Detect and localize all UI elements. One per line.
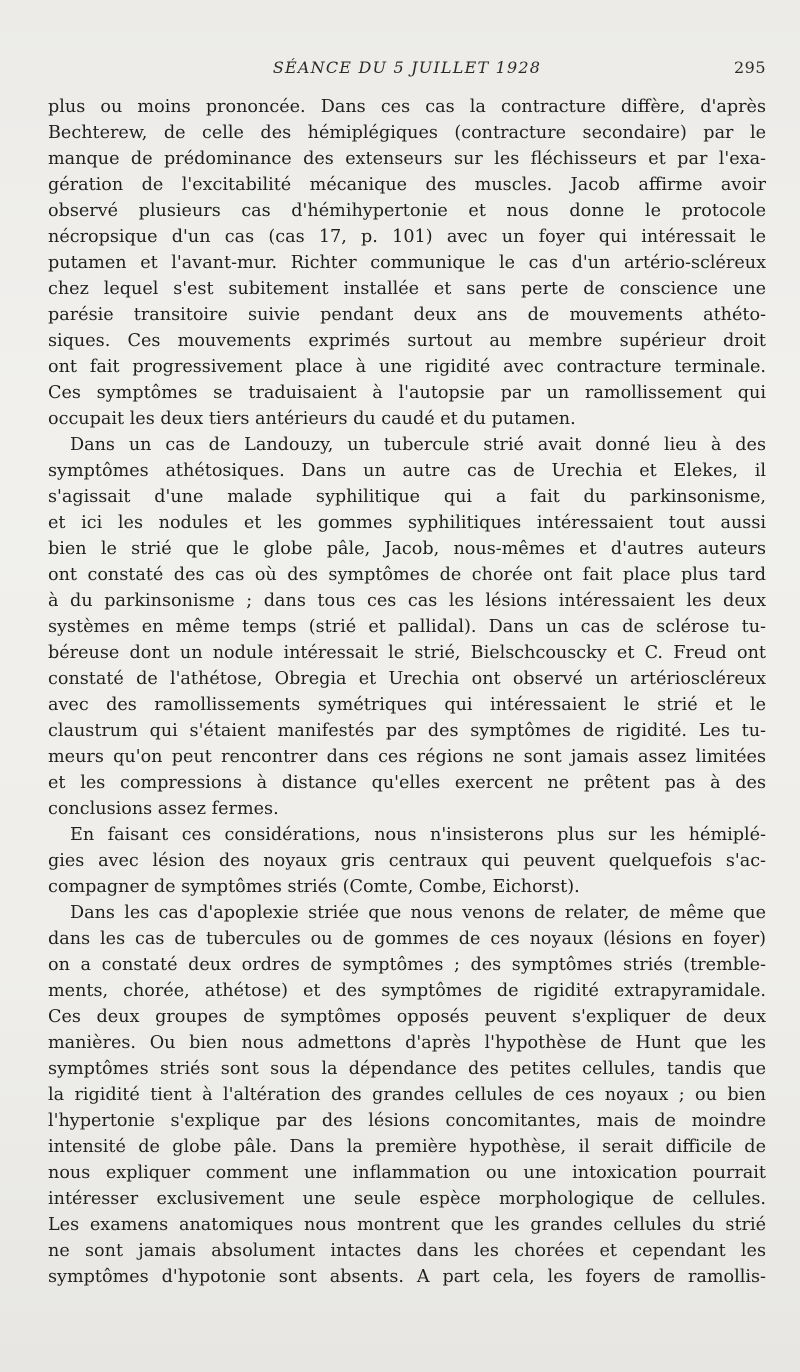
text-line: chez lequel s'est subitement installée et sans perte de conscience une: [48, 279, 766, 299]
text-line: gération de l'excitabilité mécanique des muscles. Jacob affirme avoir: [48, 175, 766, 195]
text-line: et ici les nodules et les gommes syphilitiques intéressaient tout aussi: [48, 513, 766, 533]
text-line: observé plusieurs cas d'hémihypertonie et nous donne le protocole: [48, 201, 766, 221]
body-text: [48, 94, 766, 1290]
page-number: 295: [733, 58, 766, 77]
text-line: symptômes d'hypotonie sont absents. A part cela, les foyers de ramollis-: [48, 1267, 766, 1287]
text-line: claustrum qui s'étaient manifestés par des symptômes de rigidité. Les tu-: [48, 721, 766, 741]
text-line: meurs qu'on peut rencontrer dans ces régions ne sont jamais assez limitées: [48, 747, 766, 767]
text-line: siques. Ces mouvements exprimés surtout au membre supérieur droit: [48, 331, 766, 351]
text-line: bien le strié que le globe pâle, Jacob, nous-mêmes et d'autres auteurs: [48, 539, 766, 559]
text-line: parésie transitoire suivie pendant deux ans de mouvements athéto-: [48, 305, 766, 325]
text-line: dans les cas de tubercules ou de gommes de ces noyaux (lésions en foyer): [48, 929, 766, 949]
text-line: systèmes en même temps (strié et pallidal). Dans un cas de sclérose tu-: [48, 617, 766, 637]
text-line: symptômes athétosiques. Dans un autre cas de Urechia et Elekes, il: [48, 461, 766, 481]
text-line: manque de prédominance des extenseurs sur les fléchisseurs et par l'exa-: [48, 149, 766, 169]
text-line: ont fait progressivement place à une rigidité avec contracture terminale.: [48, 357, 766, 377]
text-line: Dans les cas d'apoplexie striée que nous venons de relater, de même que: [70, 903, 766, 923]
running-header: [48, 58, 766, 86]
text-line: à du parkinsonisme ; dans tous ces cas les lésions intéressaient les deux: [48, 591, 766, 611]
text-line: putamen et l'avant-mur. Richter communique le cas d'un artério-scléreux: [48, 253, 766, 273]
text-line: l'hypertonie s'explique par des lésions concomitantes, mais de moindre: [48, 1111, 766, 1131]
text-line: Ces symptômes se traduisaient à l'autopsie par un ramollissement qui: [48, 383, 766, 403]
text-line: symptômes striés sont sous la dépendance des petites cellules, tandis que: [48, 1059, 766, 1079]
text-line: Les examens anatomiques nous montrent que les grandes cellules du strié: [48, 1215, 766, 1235]
text-line: s'agissait d'une malade syphilitique qui a fait du parkinsonisme,: [48, 487, 766, 507]
text-line: compagner de symptômes striés (Comte, Combe, Eichorst).: [48, 877, 580, 897]
text-line: occupait les deux tiers antérieurs du caudé et du putamen.: [48, 409, 576, 429]
text-line: nécropsique d'un cas (cas 17, p. 101) avec un foyer qui intéressait le: [48, 227, 766, 247]
text-line: plus ou moins prononcée. Dans ces cas la contracture diffère, d'après: [48, 97, 766, 117]
text-line: Bechterew, de celle des hémiplégiques (contracture secondaire) par le: [48, 123, 766, 143]
text-line: et les compressions à distance qu'elles exercent ne prêtent pas à des: [48, 773, 766, 793]
text-line: constaté de l'athétose, Obregia et Urechia ont observé un artérioscléreux: [48, 669, 766, 689]
text-line: avec des ramollissements symétriques qui intéressaient le strié et le: [48, 695, 766, 715]
text-line: conclusions assez fermes.: [48, 799, 279, 819]
text-line: nous expliquer comment une inflammation ou une intoxication pourrait: [48, 1163, 766, 1183]
header-title: SÉANCE DU 5 JUILLET 1928: [272, 58, 542, 77]
text-line: ont constaté des cas où des symptômes de chorée ont fait place plus tard: [48, 565, 766, 585]
text-line: gies avec lésion des noyaux gris centraux qui peuvent quelquefois s'ac-: [48, 851, 766, 871]
text-line: En faisant ces considérations, nous n'insisterons plus sur les hémiplé-: [70, 825, 766, 845]
text-line: ne sont jamais absolument intactes dans les chorées et cependant les: [48, 1241, 766, 1261]
text-line: Dans un cas de Landouzy, un tubercule strié avait donné lieu à des: [70, 435, 766, 455]
text-line: la rigidité tient à l'altération des grandes cellules de ces noyaux ; ou bien: [48, 1085, 766, 1105]
text-line: intensité de globe pâle. Dans la première hypothèse, il serait difficile de: [48, 1137, 766, 1157]
text-line: intéresser exclusivement une seule espèce morphologique de cellules.: [48, 1189, 766, 1209]
text-line: ments, chorée, athétose) et des symptômes de rigidité extrapyramidale.: [48, 981, 766, 1001]
text-line: manières. Ou bien nous admettons d'après l'hypothèse de Hunt que les: [48, 1033, 766, 1053]
text-line: on a constaté deux ordres de symptômes ; des symptômes striés (tremble-: [48, 955, 766, 975]
text-line: béreuse dont un nodule intéressait le strié, Bielschcouscky et C. Freud ont: [48, 643, 766, 663]
text-line: Ces deux groupes de symptômes opposés peuvent s'expliquer de deux: [48, 1007, 766, 1027]
